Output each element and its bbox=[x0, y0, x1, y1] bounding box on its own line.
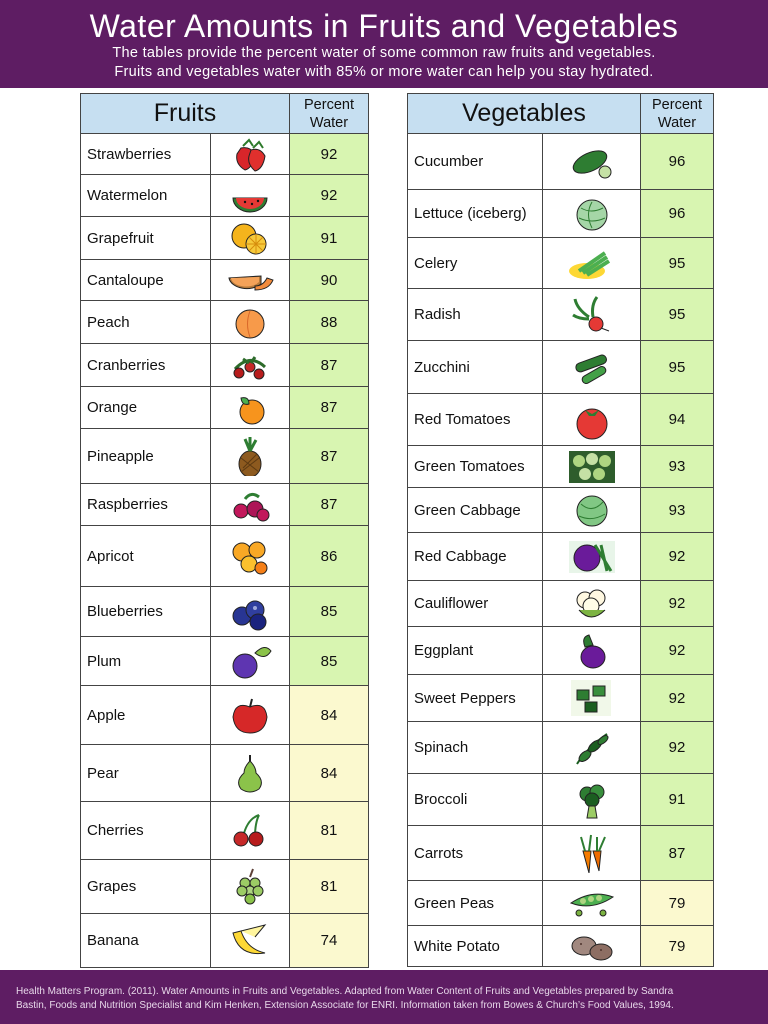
fruits-name: Peach bbox=[81, 301, 211, 344]
peach-icon bbox=[225, 302, 275, 342]
vegetables-icon-cell bbox=[543, 446, 641, 488]
fruits-row bbox=[81, 301, 369, 344]
lettuce-icon bbox=[567, 194, 617, 234]
cantaloupe-icon bbox=[225, 260, 275, 300]
vegetables-header-row bbox=[408, 94, 714, 134]
vegetables-name: Sweet Peppers bbox=[408, 675, 543, 722]
vegetables-name: Green Peas bbox=[408, 881, 543, 926]
peas-icon bbox=[567, 883, 617, 923]
vegetables-row bbox=[408, 488, 714, 533]
vegetables-icon-cell bbox=[543, 289, 641, 341]
vegetables-name: Celery bbox=[408, 238, 543, 289]
eggplant-icon bbox=[567, 631, 617, 671]
percent-label: Percent bbox=[652, 96, 702, 113]
red-cabbage-icon bbox=[567, 537, 617, 577]
fruits-name: Raspberries bbox=[81, 484, 211, 526]
vegetables-row bbox=[408, 926, 714, 967]
fruits-percent-water: 84 bbox=[290, 686, 369, 745]
fruits-percent-water: 74 bbox=[290, 914, 369, 968]
vegetables-icon-cell bbox=[543, 722, 641, 774]
vegetables-percent-water: 96 bbox=[641, 190, 714, 238]
fruits-icon-cell bbox=[211, 637, 290, 686]
vegetables-icon-cell bbox=[543, 533, 641, 581]
fruits-percent-water: 92 bbox=[290, 175, 369, 217]
vegetables-row bbox=[408, 134, 714, 190]
vegetables-icon-cell bbox=[543, 926, 641, 967]
vegetables-row bbox=[408, 722, 714, 774]
fruits-icon-cell bbox=[211, 860, 290, 914]
vegetables-icon-cell bbox=[543, 341, 641, 394]
subtitle-line-2: Fruits and vegetables water with 85% or more water can help you stay hydrated. bbox=[114, 64, 654, 80]
fruits-row bbox=[81, 217, 369, 260]
vegetables-name: Red Cabbage bbox=[408, 533, 543, 581]
fruits-row bbox=[81, 484, 369, 526]
fruits-row bbox=[81, 686, 369, 745]
vegetables-row bbox=[408, 881, 714, 926]
vegetables-percent-water: 96 bbox=[641, 134, 714, 190]
fruits-row bbox=[81, 429, 369, 484]
vegetables-icon-cell bbox=[543, 134, 641, 190]
vegetables-name: Spinach bbox=[408, 722, 543, 774]
fruits-percent-water: 85 bbox=[290, 587, 369, 637]
vegetables-percent-water: 87 bbox=[641, 826, 714, 881]
fruits-row bbox=[81, 587, 369, 637]
vegetables-name: Broccoli bbox=[408, 774, 543, 826]
fruits-icon-cell bbox=[211, 134, 290, 175]
radish-icon bbox=[567, 295, 617, 335]
vegetables-name: Radish bbox=[408, 289, 543, 341]
vegetables-name: White Potato bbox=[408, 926, 543, 967]
vegetables-percent-water: 95 bbox=[641, 341, 714, 394]
vegetables-percent-water: 92 bbox=[641, 533, 714, 581]
fruits-name: Cantaloupe bbox=[81, 260, 211, 301]
broccoli-icon bbox=[567, 780, 617, 820]
fruits-row bbox=[81, 526, 369, 587]
vegetables-percent-water: 92 bbox=[641, 627, 714, 675]
fruits-icon-cell bbox=[211, 429, 290, 484]
vegetables-percent-water: 79 bbox=[641, 881, 714, 926]
fruits-name: Pear bbox=[81, 745, 211, 802]
fruits-row bbox=[81, 745, 369, 802]
vegetables-percent-water: 79 bbox=[641, 926, 714, 967]
fruits-name: Cherries bbox=[81, 802, 211, 860]
fruits-row bbox=[81, 387, 369, 429]
cranberry-icon bbox=[225, 345, 275, 385]
fruits-percent-water: 86 bbox=[290, 526, 369, 587]
celery-icon bbox=[567, 243, 617, 283]
watermelon-icon bbox=[225, 176, 275, 216]
vegetables-name: Lettuce (iceberg) bbox=[408, 190, 543, 238]
fruits-percent-water: 92 bbox=[290, 134, 369, 175]
vegetables-icon-cell bbox=[543, 394, 641, 446]
strawberry-icon bbox=[225, 134, 275, 174]
fruits-percent-water: 87 bbox=[290, 387, 369, 429]
cauliflower-icon bbox=[567, 584, 617, 624]
carrot-icon bbox=[567, 833, 617, 873]
fruits-name: Watermelon bbox=[81, 175, 211, 217]
vegetables-icon-cell bbox=[543, 190, 641, 238]
fruits-header-row bbox=[81, 94, 369, 134]
fruits-name: Cranberries bbox=[81, 344, 211, 387]
pear-icon bbox=[225, 753, 275, 793]
fruits-percent-water: 81 bbox=[290, 860, 369, 914]
apple-icon bbox=[225, 695, 275, 735]
fruits-percent-water-heading bbox=[290, 94, 369, 134]
fruits-row bbox=[81, 860, 369, 914]
fruits-row bbox=[81, 914, 369, 968]
vegetables-percent-water: 91 bbox=[641, 774, 714, 826]
vegetables-name: Cauliflower bbox=[408, 581, 543, 627]
fruits-icon-cell bbox=[211, 344, 290, 387]
vegetables-icon-cell bbox=[543, 675, 641, 722]
vegetables-percent-water: 92 bbox=[641, 722, 714, 774]
fruits-row bbox=[81, 637, 369, 686]
fruits-name: Strawberries bbox=[81, 134, 211, 175]
fruits-table bbox=[80, 93, 369, 968]
fruits-row bbox=[81, 802, 369, 860]
grapefruit-icon bbox=[225, 218, 275, 258]
apricot-icon bbox=[225, 536, 275, 576]
vegetables-row bbox=[408, 533, 714, 581]
vegetables-icon-cell bbox=[543, 826, 641, 881]
fruits-icon-cell bbox=[211, 387, 290, 429]
tomato-icon bbox=[567, 400, 617, 440]
fruits-percent-water: 87 bbox=[290, 344, 369, 387]
vegetables-row bbox=[408, 238, 714, 289]
vegetables-name: Green Tomatoes bbox=[408, 446, 543, 488]
cherry-icon bbox=[225, 811, 275, 851]
fruits-name: Plum bbox=[81, 637, 211, 686]
fruits-heading: Fruits bbox=[81, 94, 290, 134]
vegetables-icon-cell bbox=[543, 581, 641, 627]
fruits-icon-cell bbox=[211, 802, 290, 860]
vegetables-row bbox=[408, 394, 714, 446]
zucchini-icon bbox=[567, 347, 617, 387]
subtitle-line-1: The tables provide the percent water of some common raw fruits and vegetables. bbox=[112, 45, 656, 61]
fruits-percent-water: 90 bbox=[290, 260, 369, 301]
vegetables-icon-cell bbox=[543, 238, 641, 289]
vegetables-heading: Vegetables bbox=[408, 94, 641, 134]
vegetables-percent-water: 94 bbox=[641, 394, 714, 446]
vegetables-row bbox=[408, 190, 714, 238]
vegetables-percent-water: 92 bbox=[641, 675, 714, 722]
green-tomato-icon bbox=[567, 447, 617, 487]
fruits-name: Orange bbox=[81, 387, 211, 429]
citation-line-1: Health Matters Program. (2011). Water Amounts in Fruits and Vegetables. Adapted from Water Content of Fruits and Vegetables prepared by Sandra bbox=[16, 986, 674, 997]
fruits-name: Banana bbox=[81, 914, 211, 968]
potato-icon bbox=[567, 926, 617, 966]
vegetables-row bbox=[408, 341, 714, 394]
vegetables-table bbox=[407, 93, 714, 967]
raspberry-icon bbox=[225, 485, 275, 525]
fruits-icon-cell bbox=[211, 260, 290, 301]
fruits-percent-water: 85 bbox=[290, 637, 369, 686]
citation-footer bbox=[0, 970, 768, 1024]
vegetables-percent-water: 93 bbox=[641, 488, 714, 533]
fruits-percent-water: 87 bbox=[290, 429, 369, 484]
fruits-row bbox=[81, 175, 369, 217]
water-label: Water bbox=[657, 114, 697, 131]
page-title: Water Amounts in Fruits and Vegetables bbox=[89, 8, 679, 44]
fruits-row bbox=[81, 344, 369, 387]
vegetables-name: Red Tomatoes bbox=[408, 394, 543, 446]
fruits-icon-cell bbox=[211, 217, 290, 260]
orange-icon bbox=[225, 388, 275, 428]
blueberry-icon bbox=[225, 592, 275, 632]
spinach-icon bbox=[567, 728, 617, 768]
vegetables-icon-cell bbox=[543, 881, 641, 926]
fruits-icon-cell bbox=[211, 587, 290, 637]
page-header bbox=[0, 0, 768, 88]
vegetables-row bbox=[408, 446, 714, 488]
pepper-icon bbox=[567, 678, 617, 718]
vegetables-percent-water: 95 bbox=[641, 289, 714, 341]
vegetables-row bbox=[408, 581, 714, 627]
water-label: Water bbox=[309, 114, 349, 131]
fruits-icon-cell bbox=[211, 175, 290, 217]
fruits-name: Grapes bbox=[81, 860, 211, 914]
fruits-name: Pineapple bbox=[81, 429, 211, 484]
plum-icon bbox=[225, 641, 275, 681]
fruits-name: Apple bbox=[81, 686, 211, 745]
vegetables-row bbox=[408, 289, 714, 341]
vegetables-percent-water: 95 bbox=[641, 238, 714, 289]
fruits-percent-water: 84 bbox=[290, 745, 369, 802]
fruits-icon-cell bbox=[211, 484, 290, 526]
fruits-icon-cell bbox=[211, 686, 290, 745]
citation-line-2: Bastin, Foods and Nutrition Specialist and Kim Henken, Extension Associate for ENRI. Information taken from Bowes & Church’s Food Values, 1994. bbox=[16, 1000, 674, 1011]
fruits-percent-water: 88 bbox=[290, 301, 369, 344]
vegetables-name: Eggplant bbox=[408, 627, 543, 675]
vegetables-icon-cell bbox=[543, 627, 641, 675]
fruits-icon-cell bbox=[211, 745, 290, 802]
vegetables-icon-cell bbox=[543, 488, 641, 533]
green-cabbage-icon bbox=[567, 490, 617, 530]
vegetables-name: Cucumber bbox=[408, 134, 543, 190]
vegetables-name: Carrots bbox=[408, 826, 543, 881]
fruits-name: Apricot bbox=[81, 526, 211, 587]
vegetables-icon-cell bbox=[543, 774, 641, 826]
fruits-row bbox=[81, 134, 369, 175]
fruits-name: Grapefruit bbox=[81, 217, 211, 260]
vegetables-name: Zucchini bbox=[408, 341, 543, 394]
fruits-percent-water: 87 bbox=[290, 484, 369, 526]
vegetables-row bbox=[408, 627, 714, 675]
vegetables-percent-water-heading bbox=[641, 94, 714, 134]
fruits-percent-water: 81 bbox=[290, 802, 369, 860]
fruits-row bbox=[81, 260, 369, 301]
vegetables-percent-water: 92 bbox=[641, 581, 714, 627]
cucumber-icon bbox=[567, 142, 617, 182]
vegetables-row bbox=[408, 675, 714, 722]
fruits-percent-water: 91 bbox=[290, 217, 369, 260]
grapes-icon bbox=[225, 867, 275, 907]
fruits-icon-cell bbox=[211, 914, 290, 968]
fruits-name: Blueberries bbox=[81, 587, 211, 637]
vegetables-row bbox=[408, 774, 714, 826]
vegetables-name: Green Cabbage bbox=[408, 488, 543, 533]
vegetables-row bbox=[408, 826, 714, 881]
percent-label: Percent bbox=[304, 96, 354, 113]
banana-icon bbox=[225, 921, 275, 961]
pineapple-icon bbox=[225, 436, 275, 476]
vegetables-percent-water: 93 bbox=[641, 446, 714, 488]
fruits-icon-cell bbox=[211, 301, 290, 344]
fruits-icon-cell bbox=[211, 526, 290, 587]
